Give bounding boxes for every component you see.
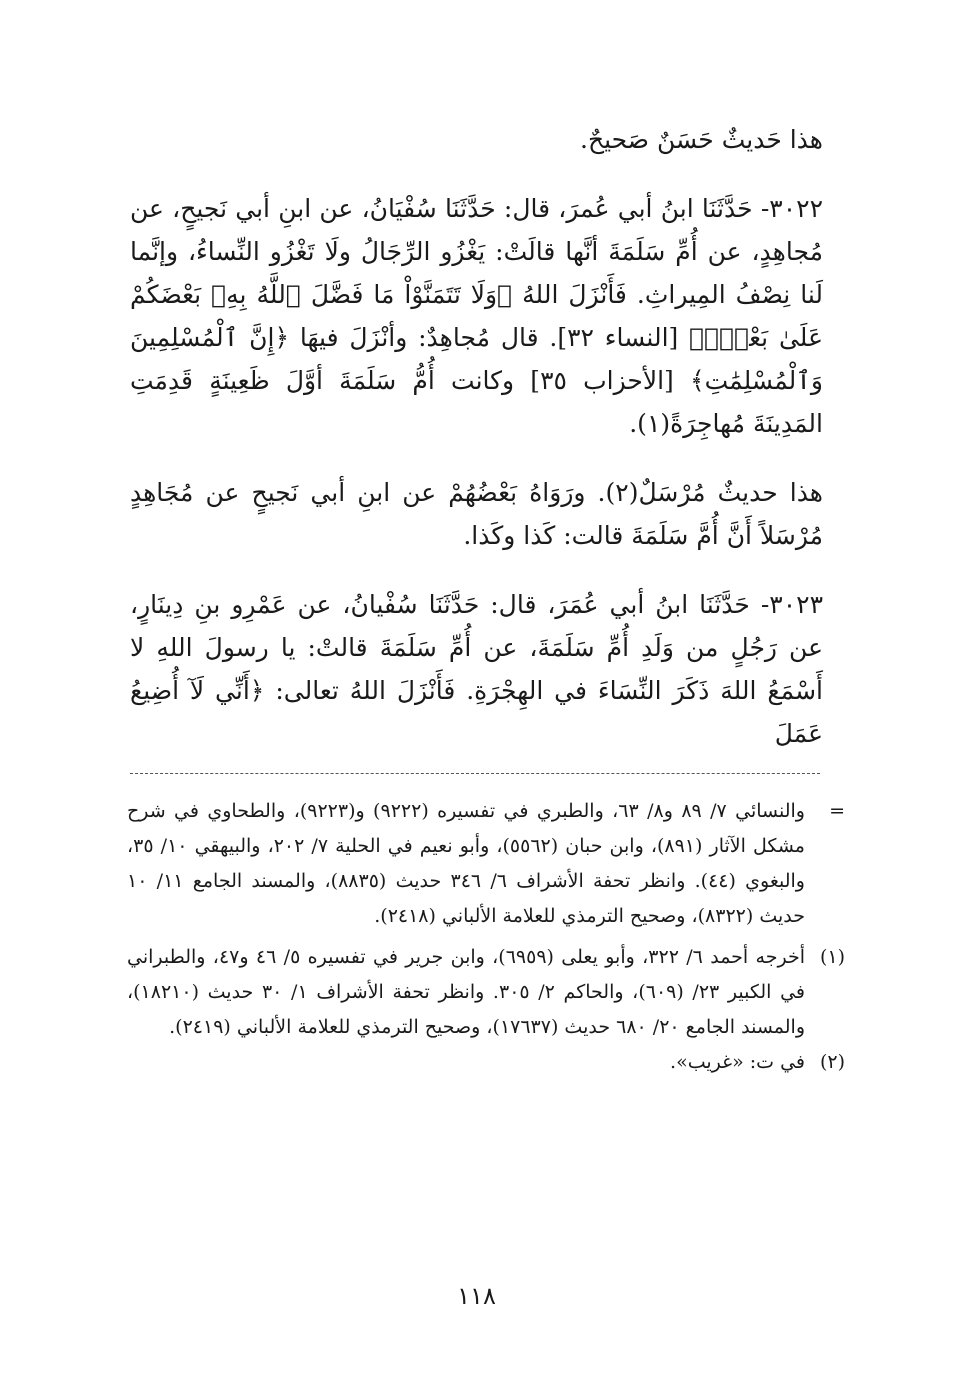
footnote-text: أخرجه أحمد ٦/ ٣٢٢، وأبو يعلى (٦٩٥٩)، وابن جرير في تفسيره ٥/ ٤٦ و٤٧، والطبراني في الكبير ٢٣/ (٦٠٩)، والحاكم ٢/ ٣٠٥. وانظر تحفة الأشراف ١/ ٣٠ حديث (١٨٢١٠)، والمسند الجامع ٢٠/ ٦٨٠ حديث (١٧٦٣٧)، وصحيح الترمذي للعلامة الألباني (٢٤١٩).	[127, 946, 805, 1038]
hadith-3023: ٣٠٢٣- حَدَّثَنَا ابنُ أبي عُمَرَ، قال: حَدَّثَنَا سُفْيانُ، عن عَمْرِو بنِ دِينَارٍ، عن رَجُلٍ من وَلَدِ أُمِّ سَلَمَةَ، عن أُمِّ سَلَمَةَ قالتْ: يا رسولَ اللهِ لا أَسْمَعُ اللهَ ذَكَرَ النِّسَاءَ في الهِجْرَةِ. فَأَنْزَلَ اللهُ تعالى: ﴿أَنِّي لَآ أُضِيعُ عَمَلَ	[130, 590, 823, 748]
footnote-text: والنسائي ٧/ ٨٩ و٨/ ٦٣، والطبري في تفسيره (٩٢٢٢) و(٩٢٢٣)، والطحاوي في شرح مشكل الآثار (٨٩١)، وابن حبان (٥٥٦٢)، وأبو نعيم في الحلية ٧/ ٢٠٢، والبيهقي ١٠/ ٣٥، والبغوي (٤٤). وانظر تحفة الأشراف ٦/ ٣٤٦ حديث (٨٨٣٥)، والمسند الجامع ١١/ ١٠ حديث (٨٣٢٢)، وصحيح الترمذي للعلامة الألباني (٢٤١٨).	[127, 800, 805, 927]
hadith-3022: ٣٠٢٢- حَدَّثَنَا ابنُ أبي عُمرَ، قال: حَدَّثَنَا سُفْيَانُ، عن ابنِ أبي نَجيحٍ، عن مُجاهِدٍ، عن أُمِّ سَلَمَةَ أنَّها قالَتْ: يَغْزُو الرِّجَالُ ولَا تَغْزُو النِّساءُ، وإنَّما لَنا نِصْفُ المِيراثِ. فَأَنْزَلَ اللهُ ﴿وَلَا تَتَمَنَّوْاْ مَا فَضَّلَ ٱللَّهُ بِهِۦ بَعْضَكُمْ عَلَىٰ بَعْضٍۚ﴾ [النساء ٣٢]. قال مُجاهِدٌ: وأنْزَلَ فيهَا ﴿إِنَّ ٱلْمُسْلِمِينَ وَٱلْمُسْلِمَٰتِ﴾ [الأحزاب ٣٥] وكانت أُمُّ سَلَمَةَ أوَّلَ ظَعِينَةٍ قَدِمَتِ المَدِينَةَ مُهاجِرَةً(١).	[130, 194, 823, 438]
hadith-grade-line: هذا حَديثٌ حَسَنٌ صَحيحٌ.	[580, 125, 823, 154]
hadith-3022-commentary: هذا حديثٌ مُرْسَلٌ(٢). ورَوَاهُ بَعْضُهُمْ عن ابنِ أبي نَجيحٍ عن مُجَاهِدٍ مُرْسَلاً أَنَّ أُمَّ سَلَمَةَ قالت: كَذا وكَذا.	[130, 478, 823, 550]
footnote-continued	[127, 794, 845, 934]
footnote-marker: (١)	[819, 946, 845, 968]
page-number: ١١٨	[457, 1282, 496, 1310]
footnote-separator	[130, 773, 820, 774]
footnote-marker: =	[829, 800, 845, 822]
footnote-text: في ت: «غريب».	[670, 1051, 805, 1073]
main-text	[130, 118, 823, 755]
footnotes	[127, 794, 845, 1080]
footnote-2	[127, 1045, 845, 1080]
footnote-1	[127, 940, 845, 1045]
footnote-marker: (٢)	[819, 1051, 845, 1073]
